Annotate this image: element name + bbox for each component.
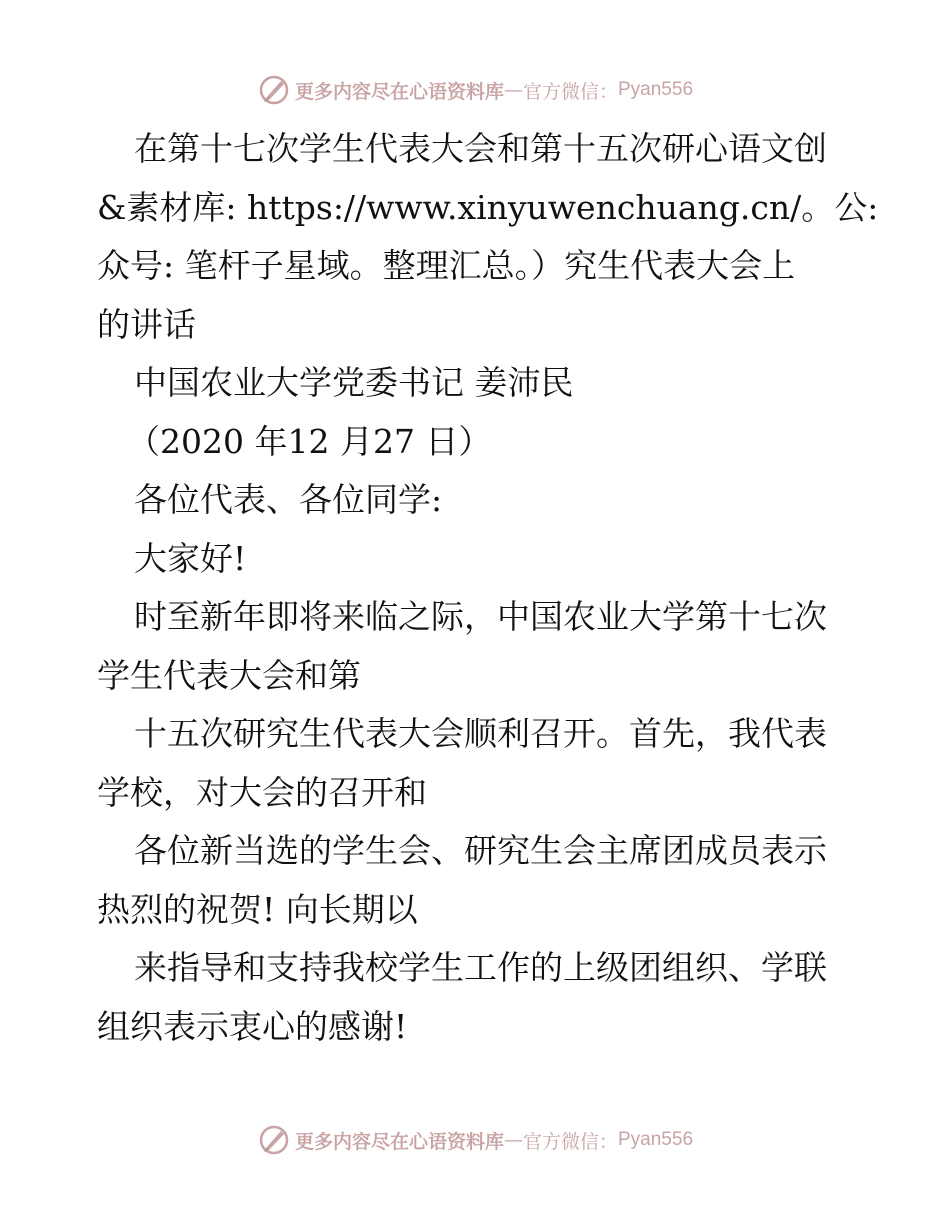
banner-wechat-id: Pyan556 [618, 79, 694, 100]
banner-title: 更多内容尽在心语资料库 [294, 80, 504, 103]
banner-dash: — [503, 79, 523, 101]
body-line: 来指导和支持我校学生工作的上级团组织、学联 [134, 948, 827, 987]
salutation-line: 各位代表、各位同学: [134, 480, 443, 519]
footer-banner [0, 1120, 950, 1160]
quill-logo-icon [257, 73, 291, 107]
quill-logo-icon [257, 1123, 291, 1157]
banner-dash: — [503, 1129, 523, 1151]
body-line: 各位新当选的学生会、研究生会主席团成员表示 [134, 831, 827, 870]
body-line: 学校，对大会的召开和 [97, 772, 427, 812]
banner-title: 更多内容尽在心语资料库 [294, 1130, 504, 1153]
body-line: 时至新年即将来临之际，中国农业大学第十七次 [134, 597, 827, 636]
body-line: 在第十七次学生代表大会和第十五次研心语文创 [134, 129, 827, 168]
document-body [97, 120, 879, 1056]
banner-wechat-label: 官方微信： [522, 80, 618, 103]
greeting-line: 大家好! [134, 538, 247, 578]
date-line: （2020 年12 月27 日） [127, 421, 492, 461]
body-line: 学生代表大会和第 [97, 655, 361, 695]
author-line: 中国农业大学党委书记 姜沛民 [134, 363, 574, 402]
body-line: 组织表示衷心的感谢! [97, 1006, 408, 1046]
body-line: 的讲话 [97, 304, 196, 344]
banner-wechat-id: Pyan556 [618, 1129, 694, 1150]
header-banner [0, 70, 950, 110]
body-line: &素材库: https://www.xinyuwenchuang.cn/。公: [97, 187, 879, 227]
body-line: 众号: 笔杆子星域。整理汇总。）究生代表大会上 [97, 246, 796, 285]
body-line: 热烈的祝贺! 向长期以 [97, 889, 418, 929]
body-line: 十五次研究生代表大会顺利召开。首先，我代表 [134, 714, 827, 753]
banner-wechat-label: 官方微信： [522, 1130, 618, 1153]
